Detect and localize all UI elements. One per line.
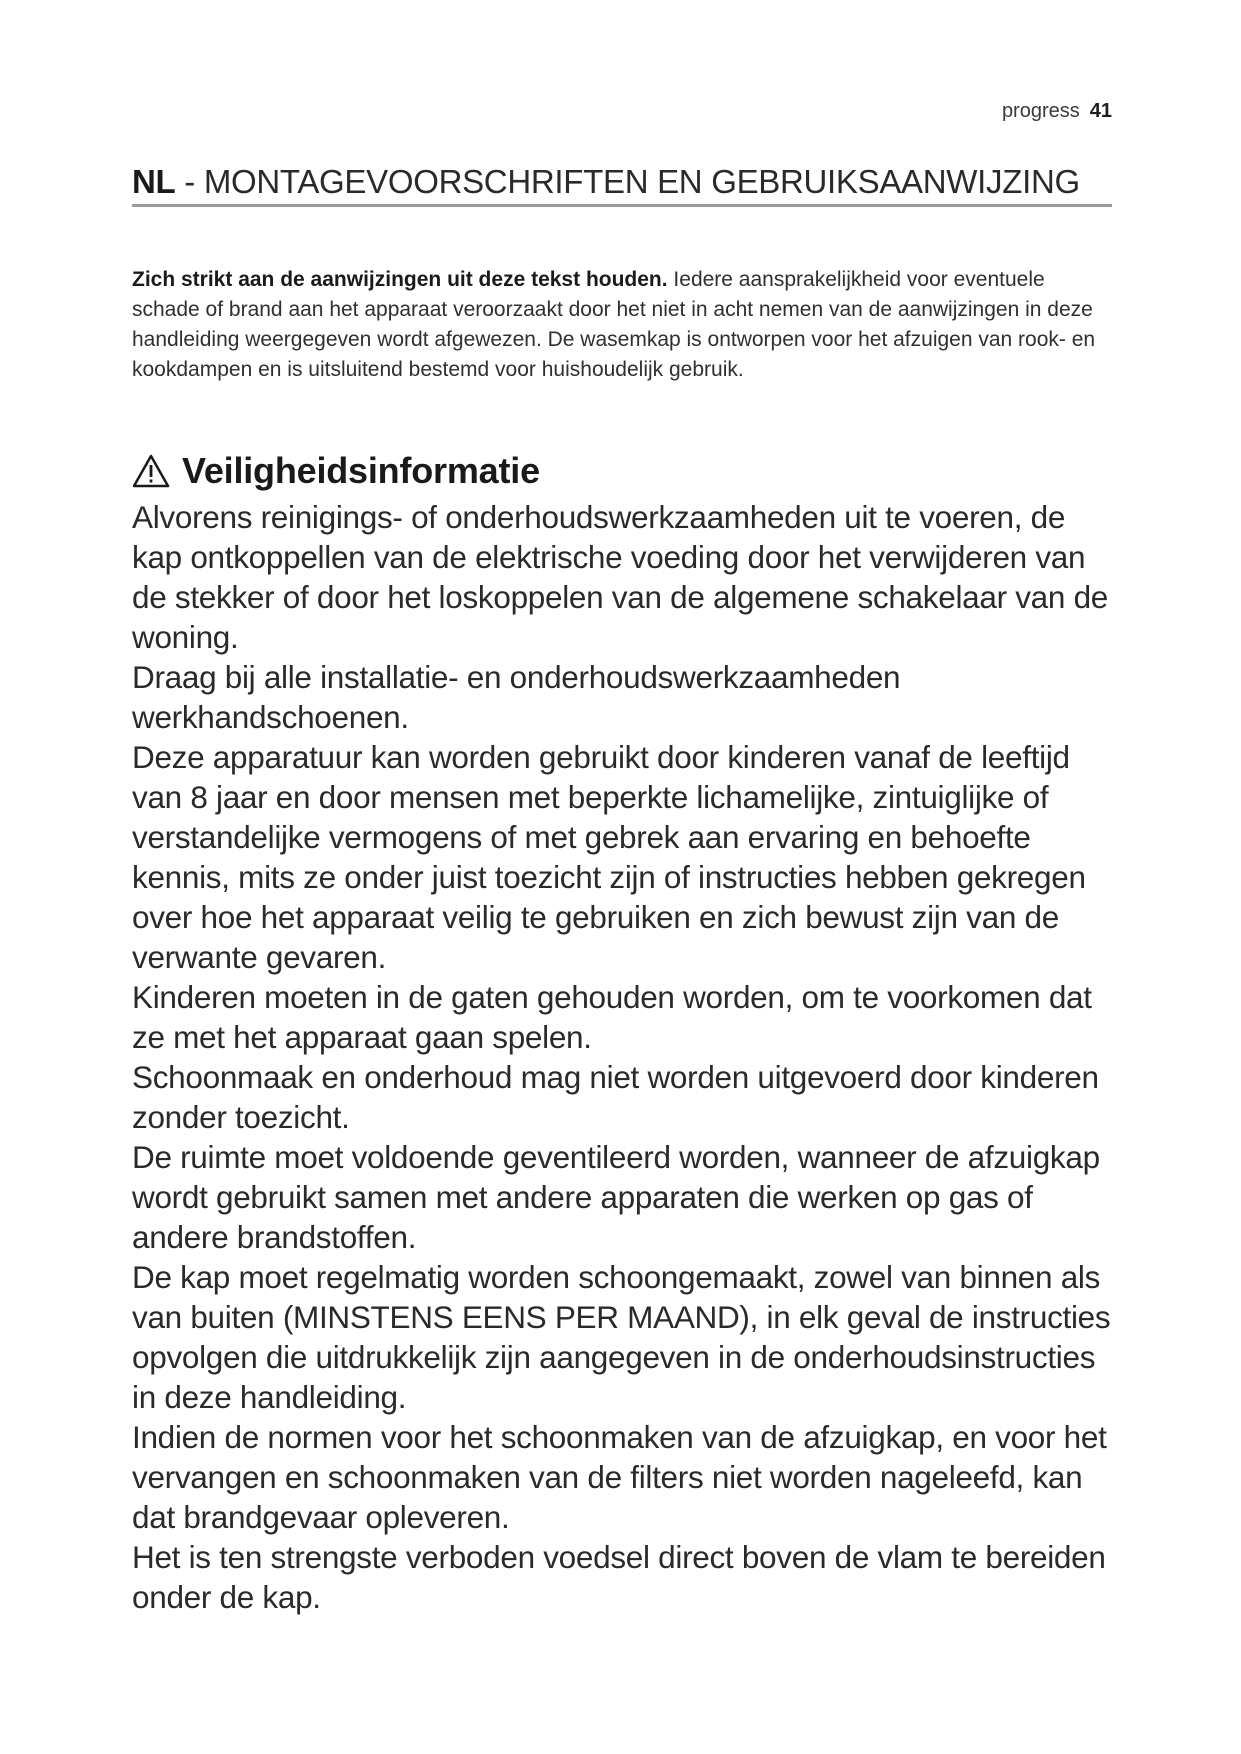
safety-paragraph: De kap moet regelmatig worden schoongemaakt, zowel van binnen als van buiten (MINSTENS EENS PER MAAND), in elk geval de instructies opvolgen die uitdrukkelijk zijn aangegeven in de onderhoudsinstructies in deze handleiding. — [132, 1259, 1111, 1415]
safety-paragraph: Deze apparatuur kan worden gebruikt door kinderen vanaf de leeftijd van 8 jaar en door mensen met beperkte lichamelijke, zintuiglijke of verstandelijke vermogens of met gebrek aan ervaring en behoefte kennis, mits ze onder juist toezicht zijn of instructies hebben gekregen over hoe het apparaat veilig te gebruiken en zich bewust zijn van de verwante gevaren. — [132, 739, 1086, 975]
title-separator: - — [175, 163, 204, 200]
title-text: MONTAGEVOORSCHRIFTEN EN GEBRUIKSAANWIJZING — [203, 163, 1080, 200]
document-title — [132, 162, 1112, 207]
safety-paragraph: Schoonmaak en onderhoud mag niet worden uitgevoerd door kinderen zonder toezicht. — [132, 1059, 1099, 1135]
safety-paragraph: Draag bij alle installatie- en onderhoudswerkzaamheden werkhandschoenen. — [132, 659, 901, 735]
warning-triangle-icon — [132, 454, 170, 488]
safety-heading — [132, 448, 540, 494]
safety-body — [132, 497, 1122, 1617]
language-code: NL — [132, 163, 176, 200]
intro-body: Iedere aansprakelijkheid voor eventuele schade of brand aan het apparaat veroorzaakt door het niet in acht nemen van de aanwijzingen in deze handleiding weergegeven wordt afgewezen. De wasemkap is ontworpen voor het afzuigen van rook- en kookdampen en is uitsluitend bestemd voor huishoudelijk gebruik. — [132, 268, 1096, 381]
safety-paragraph: Het is ten strengste verboden voedsel direct boven de vlam te bereiden onder de kap. — [132, 1539, 1106, 1615]
safety-paragraph: De ruimte moet voldoende geventileerd worden, wanneer de afzuigkap wordt gebruikt samen met andere apparaten die werken op gas of andere brandstoffen. — [132, 1139, 1100, 1255]
brand-name: progress — [1001, 100, 1080, 122]
intro-lead: Zich strikt aan de aanwijzingen uit deze tekst houden. — [132, 268, 668, 291]
running-header — [1002, 100, 1112, 123]
safety-paragraph: Kinderen moeten in de gaten gehouden worden, om te voorkomen dat ze met het apparaat gaan spelen. — [132, 979, 1092, 1055]
page-number: 41 — [1089, 100, 1112, 122]
section-title: Veiligheidsinformatie — [182, 450, 540, 491]
safety-paragraph: Alvorens reinigings- of onderhoudswerkzaamheden uit te voeren, de kap ontkoppellen van de elektrische voeding door het verwijderen van de stekker of door het loskoppelen van de algemene schakelaar van de woning. — [132, 499, 1109, 655]
intro-paragraph — [132, 265, 1112, 385]
safety-paragraph: Indien de normen voor het schoonmaken van de afzuigkap, en voor het vervangen en schoonmaken van de filters niet worden nageleefd, kan dat brandgevaar opleveren. — [132, 1419, 1107, 1535]
